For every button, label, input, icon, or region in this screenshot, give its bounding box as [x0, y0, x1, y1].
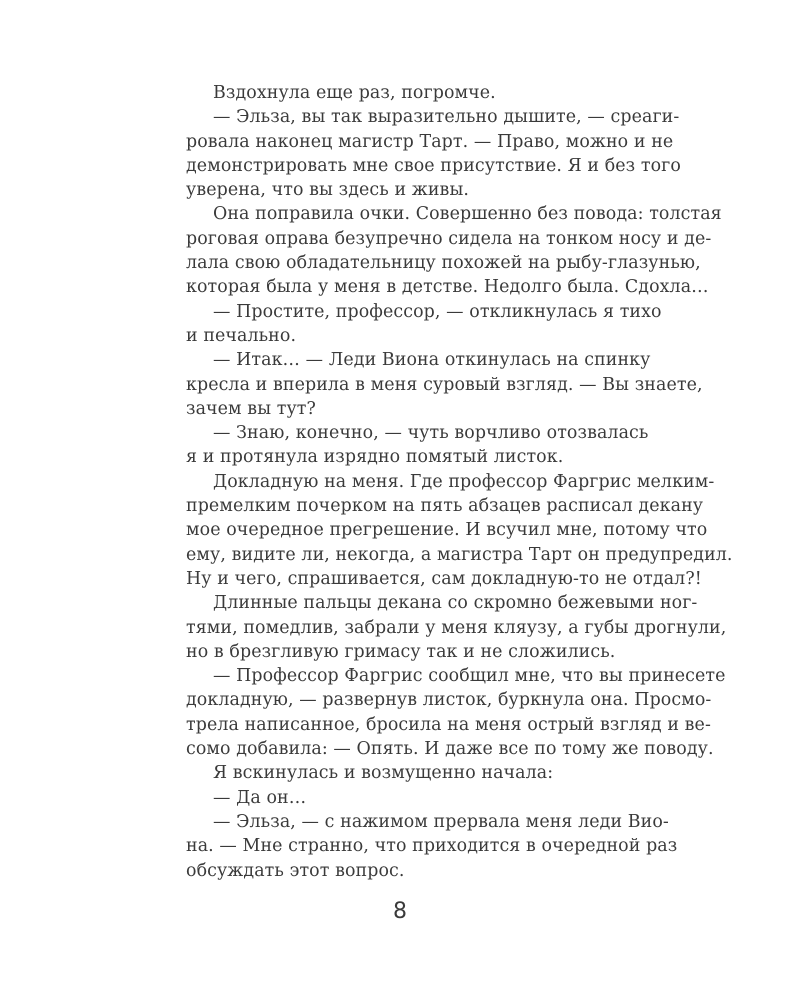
text-line: трела написанное, бросила на меня острый взгляд и ве- [186, 714, 711, 735]
text-line: уверена, что вы здесь и живы. [186, 180, 470, 201]
text-line: демонстрировать мне свое присутствие. Я и без того [186, 155, 681, 176]
text-line: обсуждать этот вопрос. [186, 860, 405, 881]
text-line: но в брезгливую гримасу так и не сложились. [186, 641, 616, 662]
text-line: тями, помедлив, забрали у меня кляузу, а губы дрогнули, [186, 617, 727, 638]
text-line: — Профессор Фаргрис сообщил мне, что вы принесете [213, 666, 726, 687]
text-line: премелким почерком на пять абзацев расписал декану [186, 496, 704, 517]
text-line: мое очередное прегрешение. И всучил мне, потому что [186, 520, 708, 541]
text-line: — Да он… [213, 787, 307, 808]
text-line: Ну и чего, спрашивается, сам докладную-то не отдал?! [186, 568, 702, 589]
text-line: ему, видите ли, некогда, а магистра Тарт он предупредил. [186, 544, 733, 565]
text-line: — Простите, профессор, — откликнулась я тихо [213, 301, 662, 322]
text-line: зачем вы тут? [186, 398, 316, 419]
text-line: Длинные пальцы декана со скромно бежевыми ног- [213, 593, 698, 614]
text-line: докладную, — развернув листок, буркнула она. Просмо- [186, 690, 712, 711]
body-text [186, 81, 733, 883]
text-line: которая была у меня в детстве. Недолго была. Сдохла… [186, 277, 709, 298]
text-line: — Эльза, вы так выразительно дышите, — среаги- [213, 107, 680, 128]
text-line: на. — Мне странно, что приходится в очередной раз [186, 836, 678, 857]
text-line: кресла и вперила в меня суровый взгляд. — Вы знаете, [186, 374, 703, 395]
text-line: роговая оправа безупречно сидела на тонком носу и де- [186, 228, 712, 249]
text-line: — Эльза, — с нажимом прервала меня леди Вио- [213, 811, 669, 832]
text-line: Докладную на меня. Где профессор Фаргрис мелким- [213, 471, 715, 492]
text-line: Вздохнула еще раз, погромче. [213, 83, 496, 103]
text-line: сомо добавила: — Опять. И даже все по тому же поводу. [186, 739, 714, 760]
text-line: Я вскинулась и возмущенно начала: [213, 763, 554, 784]
text-line: — Итак… — Леди Виона откинулась на спинку [213, 350, 651, 371]
text-line: лала свою обладательницу похожей на рыбу-глазунью, [186, 253, 701, 274]
text-line: ровала наконец магистр Тарт. — Право, можно и не [186, 131, 674, 152]
page-number: 8 [393, 899, 407, 924]
text-line: и печально. [186, 325, 297, 346]
text-line: я и протянула изрядно помятый листок. [186, 447, 564, 468]
text-line: Она поправила очки. Совершенно без повода: толстая [213, 204, 722, 225]
text-line: — Знаю, конечно, — чуть ворчливо отозвалась [213, 423, 649, 444]
